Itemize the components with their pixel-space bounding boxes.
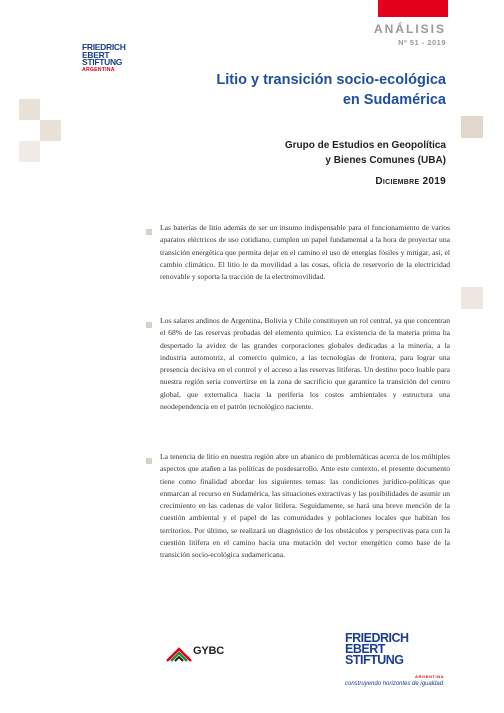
- logo-line: STIFTUNG: [82, 57, 123, 67]
- fes-logo: [82, 44, 126, 74]
- paragraph-bullet: [146, 229, 152, 235]
- title-line: Litio y transición socio-ecológica: [216, 72, 446, 88]
- author: [186, 138, 446, 168]
- decor-square: [19, 141, 40, 162]
- decor-square: [461, 287, 483, 309]
- logo-country: ARGENTINA: [415, 674, 445, 679]
- logo-tagline: construyendo horizontes de igualdad: [345, 681, 444, 687]
- gybc-logo-text: GYBC: [193, 645, 224, 657]
- decor-square: [461, 116, 483, 138]
- logo-line: FRIEDRICH: [82, 42, 126, 52]
- logo-country: ARGENTINA: [82, 66, 115, 73]
- paragraph: La tenencia de litio en nuestra región abre un abanico de problemáticas acerca de los múltiples aspectos que atañen a las políticas de posdesarrollo. Ante este contexto, el presente documento tiene como finalidad abordar los siguientes temas: las condiciones jurídico-políticas que enmarcan al recurso en Sudamérica, las situaciones extractivas y las posibilidades de asumir un crecimiento en las cadenas de valor litífera. Seguidamente, se hará una breve mención de la cuestión ambiental y el papel de las comunidades y poblaciones locales que habitan los territorios. Por último, se realizará un diagnóstico de los obstáculos y perspectivas para con la cuestión litífera en el camino hacia una mutación del vector energético como base de la transición socio-ecológica sudamericana.: [160, 452, 450, 560]
- title-line: en Sudamérica: [342, 92, 446, 108]
- decor-square: [40, 120, 61, 141]
- paragraph-bullet: [146, 458, 152, 464]
- logo-line: STIFTUNG: [345, 653, 404, 667]
- fes-logo-bottom: [345, 631, 455, 687]
- paragraph: Las baterías de litio además de ser un insumo indispensable para el funcionamiento de varios aparatos eléctricos de uso cotidiano, cumplen un papel fundamental a la hora de proyectar una transición energética que permita dejar en el camino el uso de energías fósiles y mitigar, así, el cambio climático. El litio le da movilidad a las cosas, oficia de reservorio de la electricidad renovable y soporta la tracción de la electromovilidad.: [160, 223, 450, 282]
- publication-date: Diciembre 2019: [375, 176, 446, 187]
- author-line: Grupo de Estudios en Geopolítica: [284, 140, 446, 151]
- page-title: [156, 70, 446, 110]
- logo-line: FRIEDRICH: [345, 631, 409, 645]
- logo-line: EBERT: [345, 642, 385, 656]
- series-title: ANÁLISIS: [373, 22, 446, 36]
- logo-line: EBERT: [82, 49, 110, 60]
- series-number: Nº 51 - 2019: [398, 38, 446, 47]
- paragraph-bullet: [146, 322, 152, 328]
- decor-square: [19, 99, 40, 120]
- author-line: y Bienes Comunes (UBA): [325, 155, 446, 166]
- paragraph: Los salares andinos de Argentina, Bolivia y Chile constituyen un rol central, ya que concentran el 68% de las reservas probadas del elemento químico. La existencia de la materia prima ha despertado la avidez de las grandes corporaciones globales dedicadas a la minería, a la industria automotriz, al comercio químico, a las tecnologías de frontera, para lograr una presencia decisiva en el control y el acceso a las reservas litíferas. Un destino poco loable para nuestra región sería convertirse en la zona de sacrificio que garantice la transición del centro global, que externalica hacia la periferia los costos ambientales y estructura una neodependencia en el patrón tecnológico naciente.: [160, 316, 450, 412]
- header-tab: [378, 0, 448, 17]
